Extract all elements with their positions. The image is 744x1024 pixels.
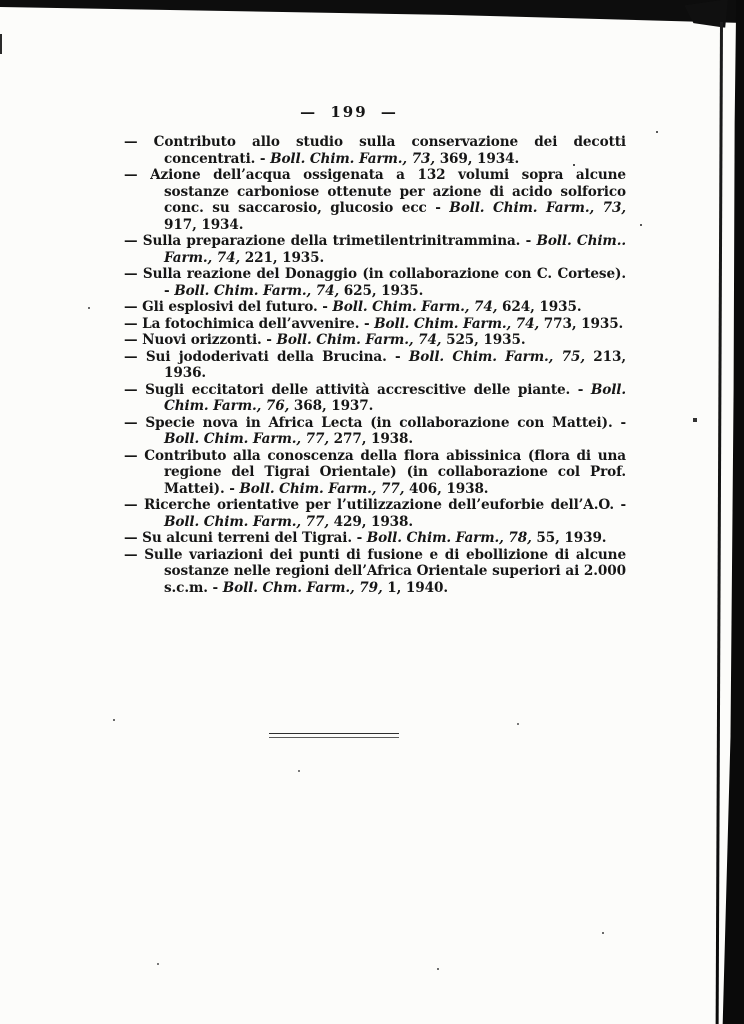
journal-citation: Boll. Chim. Farm., 74, (332, 299, 498, 315)
entry-ref-pages: 1, 1940. (382, 579, 448, 596)
bibliography-entry (124, 134, 626, 167)
entry-title: — Ricerche orientative per l’utilizzazione dell’euforbie dell’A.O. - (124, 497, 626, 513)
entry-title: — Sulla preparazione della trimetilentrinitrammina. - (124, 233, 537, 249)
bibliography-entry (124, 167, 626, 233)
bibliography-entry (124, 316, 626, 333)
entry-title: — Azione dell’acqua ossigenata a 132 volumi sopra alcune sostanze carboniose ottenute per azione di acido solforico conc. su saccarosio, glucosio ecc - (124, 167, 626, 216)
entry-ref-pages: 55, 1939. (531, 530, 607, 546)
journal-citation: Boll. Chim. Farm., 77, (164, 513, 329, 530)
entry-ref-pages: 368, 1937. (289, 398, 374, 414)
journal-citation: Boll. Chim. Farm., 73, (270, 150, 436, 167)
entry-title: — Sui jododerivati della Brucina. - (124, 348, 409, 365)
bibliography-entry (124, 530, 626, 547)
entry-ref-pages: 221, 1935. (240, 249, 325, 266)
bibliography-entry (124, 349, 626, 382)
entry-ref-pages: 406, 1938. (404, 480, 489, 497)
bibliography-entry (124, 448, 626, 498)
bibliography-entry (124, 233, 626, 266)
entry-ref-pages: 917, 1934. (164, 216, 244, 233)
entry-title: — La fotochimica dell’avvenire. - (124, 315, 375, 332)
entry-title: — Sulla reazione del Donaggio (in collaborazione con C. Cortese). - (124, 266, 626, 299)
entry-ref-pages: 624, 1935. (497, 299, 582, 315)
scan-noise-specks (0, 0, 2, 2)
entry-title: — Contributo allo studio sulla conservazione dei decotti concentrati. - (124, 134, 626, 167)
entry-ref-pages: 213, 1936. (164, 348, 626, 381)
entry-title: — Su alcuni terreni del Tigrai. - (124, 530, 367, 546)
bibliography-entry (124, 382, 626, 415)
entry-ref-pages: 625, 1935. (339, 282, 424, 299)
journal-citation: Boll. Chim. Farm., 74, (174, 282, 340, 299)
scan-edge-left-mark (0, 34, 2, 54)
bibliography-entry (124, 266, 626, 299)
page-number: — 199 — (300, 103, 398, 121)
scan-corner-blob (684, 0, 731, 33)
entry-title: — Gli esplosivi del futuro. - (124, 299, 333, 315)
bibliography-list (124, 134, 626, 596)
bibliography-entry (124, 497, 626, 530)
entry-title: — Sugli eccitatori delle attività accrescitive delle piante. - (124, 381, 591, 398)
scan-edge-right-line (716, 22, 723, 1024)
bibliography-entry (124, 299, 626, 316)
journal-citation: Boll. Chim. Farm., 74, (276, 332, 442, 348)
journal-citation: Boll. Chim. Farm., 73, (449, 200, 626, 216)
entry-title: — Specie nova in Africa Lecta (in collaborazione con Mattei). - (124, 414, 626, 431)
journal-citation: Boll. Chim. Farm., 75, (408, 348, 585, 365)
entry-title: — Nuovi orizzonti. - (124, 332, 277, 348)
entry-ref-pages: 429, 1938. (328, 513, 414, 530)
journal-citation: Boll. Chim. Farm., 77, (164, 431, 329, 447)
journal-citation: Boll. Chim. Farm., 74, (374, 315, 540, 332)
entry-ref-pages: 525, 1935. (441, 332, 526, 348)
entry-ref-pages: 277, 1938. (328, 431, 414, 447)
entry-ref-pages: 773, 1935. (539, 315, 624, 332)
section-divider-rule (269, 733, 399, 738)
journal-citation: Boll. Chim.. Farm., 74, (164, 233, 626, 266)
entry-ref-pages: 369, 1934. (435, 150, 520, 167)
bibliography-entry (124, 547, 626, 597)
entry-title: — Sulle variazioni dei punti di fusione e di ebollizione di alcune sostanze nelle regioni dell’Africa Orientale superiori ai 2.000 s.c.m. - (124, 546, 626, 596)
journal-citation: Boll. Chm. Farm., 79, (222, 579, 383, 596)
journal-citation: Boll. Chim. Farm., 78, (366, 530, 532, 546)
bibliography-entry (124, 415, 626, 448)
scan-edge-top (0, 0, 744, 27)
text-block (124, 103, 626, 596)
journal-citation: Boll. Chim. Farm., 76, (164, 381, 626, 414)
journal-citation: Boll. Chim. Farm., 77, (239, 480, 405, 497)
bibliography-entry (124, 332, 626, 349)
entry-title: — Contributo alla conoscenza della flora abissinica (flora di una regione del Tigrai Orientale) (in collaborazione col Prof. Mattei). - (124, 447, 626, 497)
